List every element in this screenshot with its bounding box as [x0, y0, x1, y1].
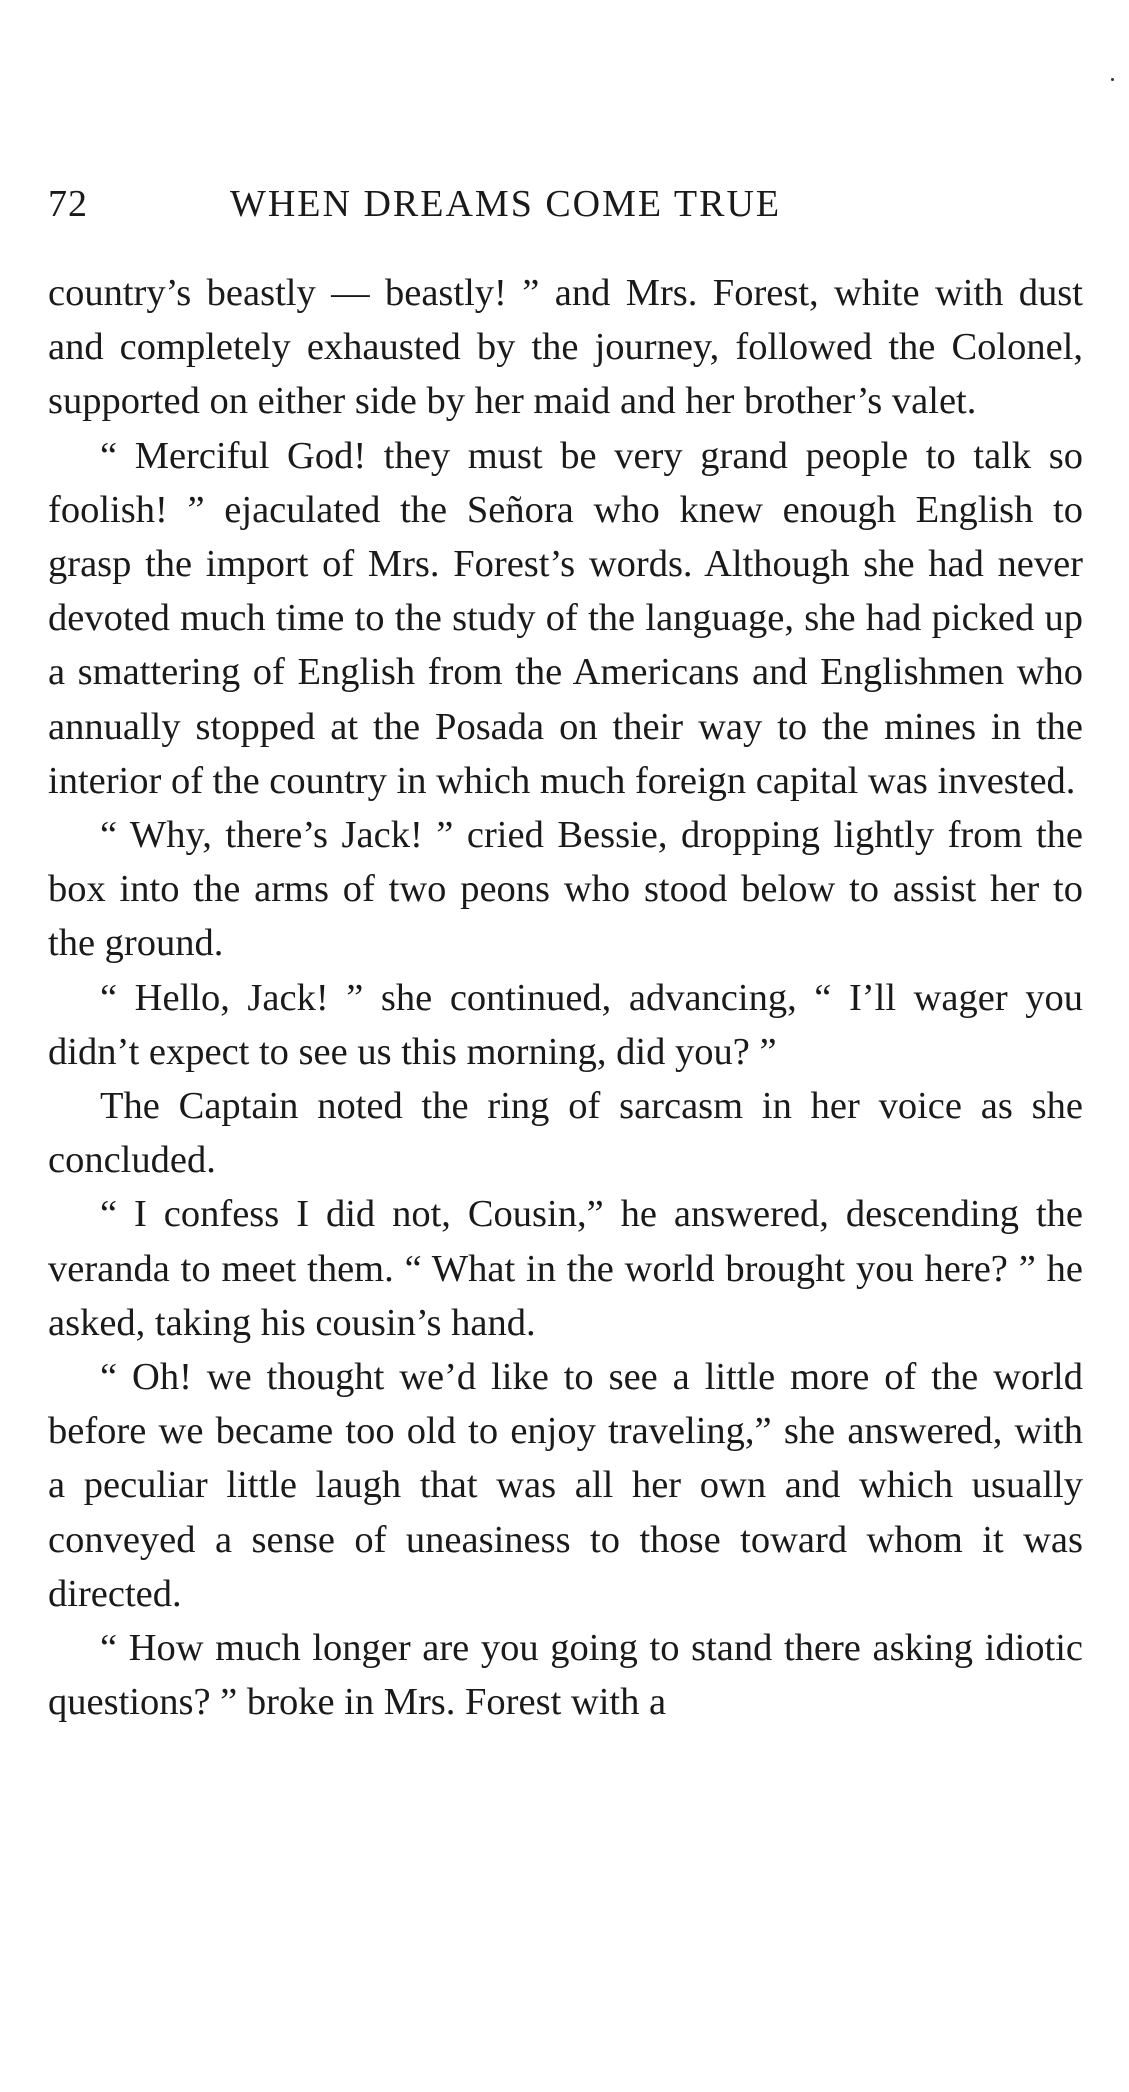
- paragraph: “ Why, there’s Jack! ” cried Bessie, dropping lightly from the box into the arms of two peons who stood below to assist her to the ground.: [48, 814, 1083, 965]
- running-title: WHEN DREAMS COME TRUE: [230, 183, 782, 225]
- paragraph: “ I confess I did not, Cousin,” he answered, descending the veranda to meet them. “ What in the world brought you here? ” he asked, taking his cousin’s hand.: [48, 1193, 1083, 1344]
- stray-mark: [1111, 78, 1114, 81]
- paragraph: “ How much longer are you going to stand there asking idiotic questions? ” broke in Mrs. Forest with a: [48, 1627, 1083, 1724]
- running-head: [48, 182, 1083, 234]
- paragraph: country’s beastly — beastly! ” and Mrs. Forest, white with dust and completely exhausted by the journey, followed the Colonel, supported on either side by her maid and her brother’s valet.: [48, 272, 1083, 423]
- body-text: [48, 266, 1083, 1729]
- paragraph: The Captain noted the ring of sarcasm in her voice as she concluded.: [48, 1085, 1083, 1182]
- book-page: [48, 182, 1083, 1729]
- paragraph: “ Hello, Jack! ” she continued, advancing, “ I’ll wager you didn’t expect to see us this morning, did you? ”: [48, 976, 1083, 1073]
- paragraph: “ Oh! we thought we’d like to see a little more of the world before we became too old to enjoy traveling,” she answered, with a peculiar little laugh that was all her own and which usually conveyed a sense of uneasiness to those toward whom it was directed.: [48, 1356, 1083, 1615]
- paragraph: “ Merciful God! they must be very grand people to talk so foolish! ” ejaculated the Señora who knew enough English to grasp the import of Mrs. Forest’s words. Although she had never devoted much time to the study of the language, she had picked up a smattering of English from the Americans and Englishmen who annually stopped at the Posada on their way to the mines in the interior of the country in which much foreign capital was invested.: [48, 434, 1083, 802]
- page-number: 72: [48, 183, 88, 225]
